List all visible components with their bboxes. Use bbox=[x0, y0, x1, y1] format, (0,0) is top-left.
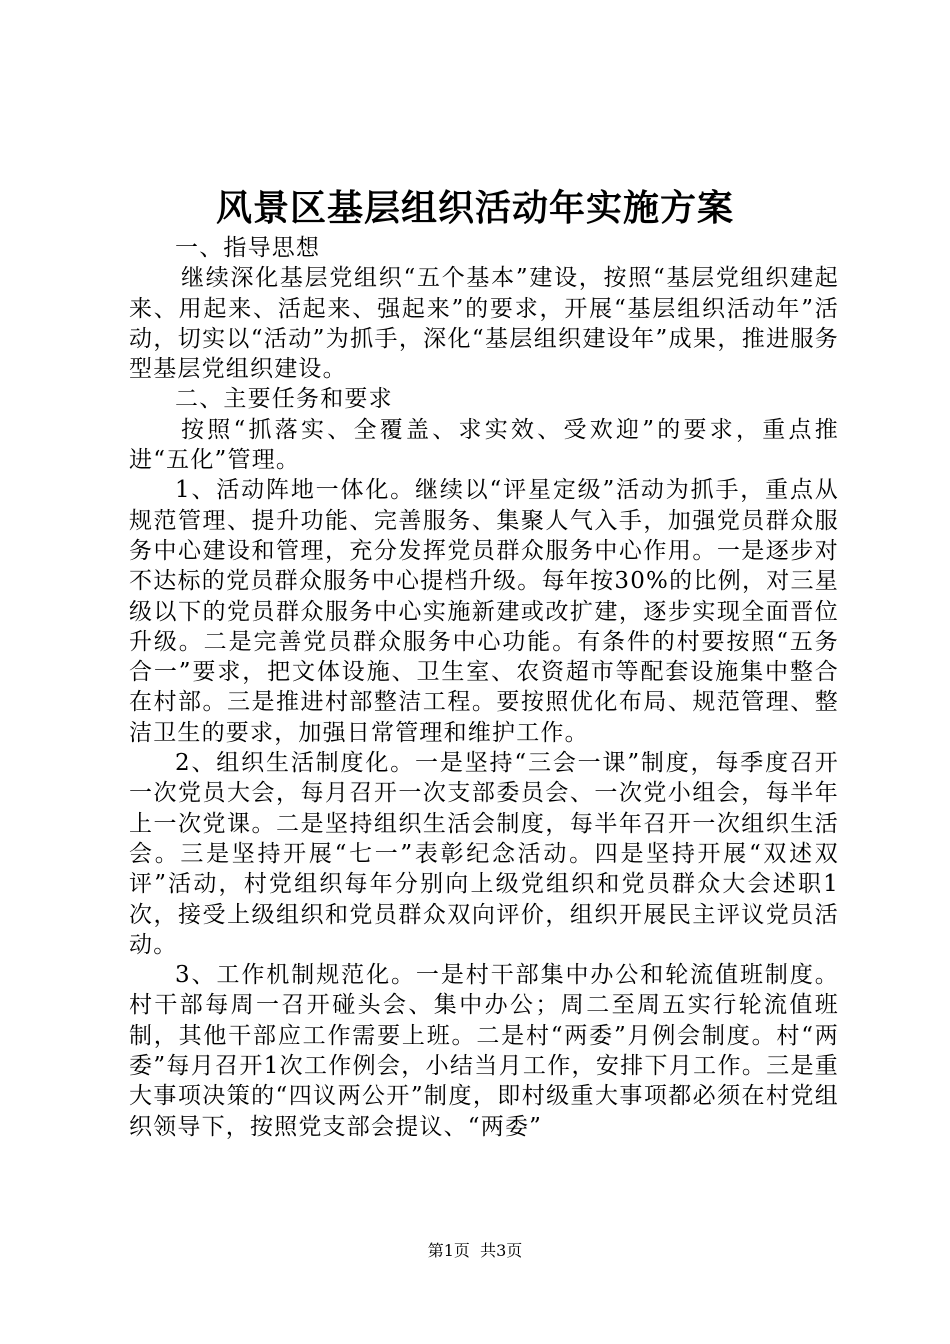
paragraph-main-tasks-intro: 按照“抓落实、全覆盖、求实效、受欢迎”的要求，重点推进“五化”管理。 bbox=[129, 416, 839, 474]
paragraph-item-3: 3、工作机制规范化。一是村干部集中办公和轮流值班制度。村干部每周一召开碰头会、集中办公；周二至周五实行轮流值班制，其他干部应工作需要上班。二是村“两委”月例会制度。村“两委”每月召开1次工作例会，小结当月工作，安排下月工作。三是重大事项决策的“四议两公开”制度，即村级重大事项都必须在村党组织领导下，按照党支部会提议、“两委” bbox=[129, 962, 839, 1140]
footer-spacer bbox=[470, 1241, 480, 1260]
page-number: 第1页 bbox=[427, 1241, 470, 1260]
page-total: 共3页 bbox=[480, 1241, 523, 1260]
section-heading-main-tasks: 二、主要任务和要求 bbox=[175, 386, 393, 413]
section-heading-guiding-ideology: 一、指导思想 bbox=[175, 235, 321, 261]
paragraph-item-2: 2、组织生活制度化。一是坚持“三会一课”制度，每季度召开一次党员大会，每月召开一次支部委员会、一次党小组会，每半年上一次党课。二是坚持组织生活会制度，每半年召开一次组织生活会。三是坚持开展“七一”表彰纪念活动。四是坚持开展“双述双评”活动，村党组织每年分别向上级党组织和党员群众大会述职1次，接受上级组织和党员群众双向评价，组织开展民主评议党员活动。 bbox=[129, 750, 839, 958]
page-footer bbox=[0, 1240, 950, 1262]
paragraph-guiding-ideology: 继续深化基层党组织“五个基本”建设，按照“基层党组织建起来、用起来、活起来、强起来”的要求，开展“基层组织活动年”活动，切实以“活动”为抓手，深化“基层组织建设年”成果，推进服务型基层党组织建设。 bbox=[129, 265, 839, 383]
document-body bbox=[129, 233, 839, 1142]
paragraph-item-1: 1、活动阵地一体化。继续以“评星定级”活动为抓手，重点从规范管理、提升功能、完善服务、集聚人气入手，加强党员群众服务中心建设和管理，充分发挥党员群众服务中心作用。一是逐步对不达标的党员群众服务中心提档升级。每年按30%的比例，对三星级以下的党员群众服务中心实施新建或改扩建，逐步实现全面晋位升级。二是完善党员群众服务中心功能。有条件的村要按照“五务合一”要求，把文体设施、卫生室、农资超市等配套设施集中整合在村部。三是推进村部整洁工程。要按照优化布局、规范管理、整洁卫生的要求，加强日常管理和维护工作。 bbox=[129, 477, 839, 746]
document-title: 风景区基层组织活动年实施方案 bbox=[215, 187, 734, 229]
